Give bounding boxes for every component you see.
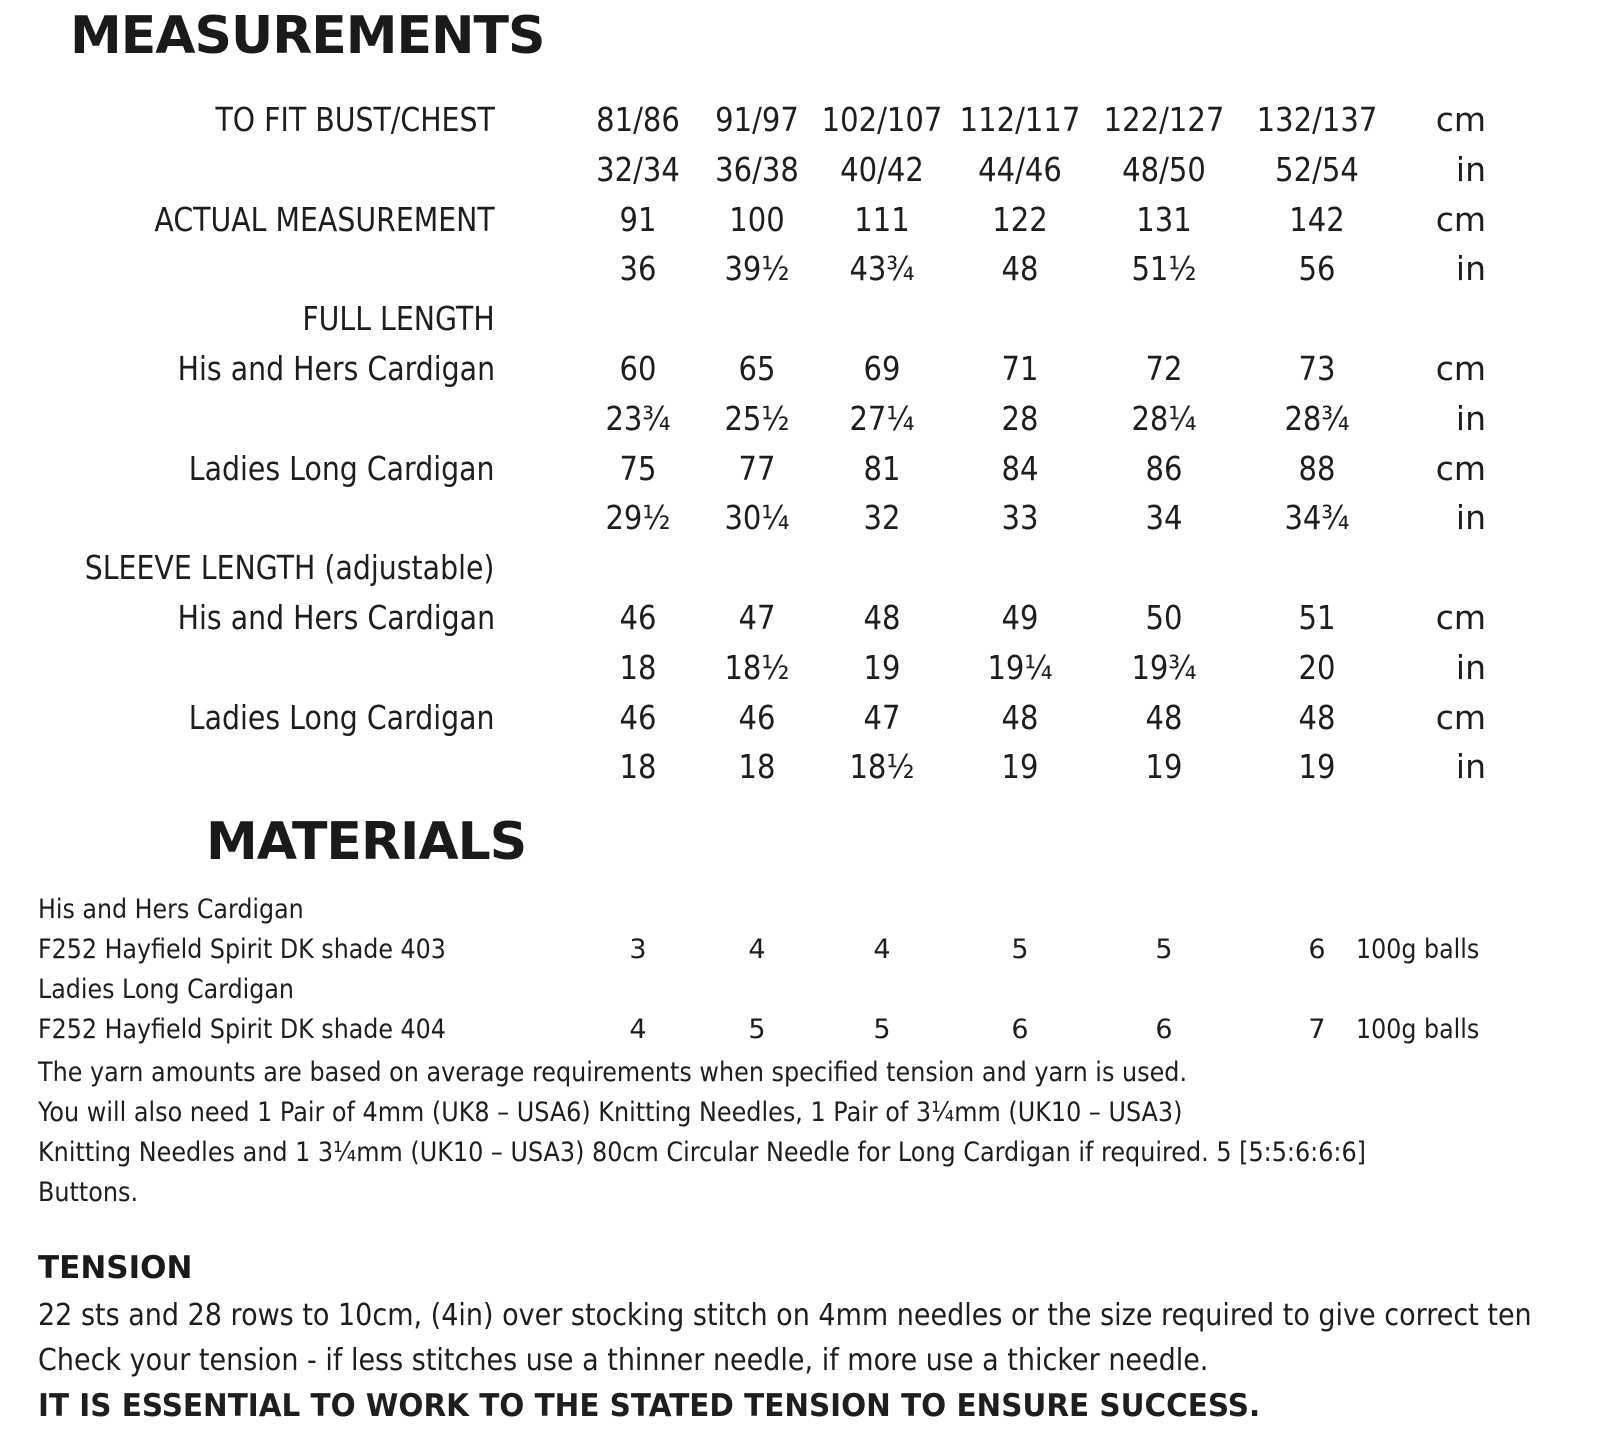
size-value: 36 [619,249,657,289]
measurement-row [0,349,1617,397]
measurement-row [0,548,1617,596]
size-value: 73 [1298,349,1336,388]
size-value: 18 [738,747,776,787]
size-value: 23¾ [605,398,671,438]
measurement-row [0,399,1617,447]
materials-note: You will also need 1 Pair of 4mm (UK8 – USA6) Knitting Needles, 1 Pair of 3¼mm (UK10 – USA3) [38,1097,1183,1128]
size-value: 48 [1298,697,1336,737]
size-value: 48 [1001,697,1039,737]
measurement-row [0,648,1617,696]
size-value: 47 [863,697,901,737]
size-value: 40/42 [840,149,924,189]
size-value: 34¾ [1284,498,1350,538]
size-value: 18½ [724,647,790,687]
row-label: FULL LENGTH [302,299,495,339]
measurement-row [0,200,1617,248]
size-value: 60 [619,349,657,388]
materials-label: F252 Hayfield Spirit DK shade 404 [38,1014,446,1045]
size-value: 36/38 [715,149,799,189]
measurement-row [0,698,1617,746]
size-value: 19 [1145,747,1183,787]
size-value: 18 [619,747,657,787]
size-value: 88 [1298,448,1336,488]
size-value: 48 [1001,249,1039,289]
size-value: 51 [1298,598,1336,637]
size-value: 81 [863,448,901,488]
size-value: 28¼ [1131,398,1197,438]
size-value: 132/137 [1256,100,1378,139]
materials-row [0,894,1617,934]
row-label: His and Hers Cardigan [177,598,495,637]
ball-count: 6 [1308,934,1326,965]
ball-unit: 100g balls [1356,934,1480,965]
materials-note: Knitting Needles and 1 3¼mm (UK10 – USA3) 80cm Circular Needle for Long Cardigan if required. 5 [5:5:6:6:6] [38,1137,1366,1168]
size-value: 48/50 [1122,149,1206,189]
ball-count: 7 [1308,1014,1326,1045]
size-value: 69 [863,349,901,388]
materials-label: Ladies Long Cardigan [38,974,294,1005]
tension-text: 22 sts and 28 rows to 10cm, (4in) over stocking stitch on 4mm needles or the size required to give correct ten [38,1298,1532,1333]
size-value: 39½ [724,249,790,289]
size-value: 102/107 [821,100,943,139]
row-label: His and Hers Cardigan [177,349,495,388]
size-value: 91/97 [715,100,799,139]
measurement-row [0,747,1617,795]
row-label: ACTUAL MEASUREMENT [154,199,495,239]
tension-heading: TENSION [38,1250,193,1286]
size-value: 34 [1145,498,1183,538]
ball-count: 4 [629,1014,647,1045]
size-value: 72 [1145,349,1183,388]
size-value: 25½ [724,398,790,438]
size-value: 33 [1001,498,1039,538]
size-value: 71 [1001,349,1039,388]
size-value: 100 [729,199,785,239]
size-value: 44/46 [978,149,1062,189]
row-label: Ladies Long Cardigan [189,697,495,737]
unit-label: cm [1435,349,1486,388]
unit-label: cm [1435,598,1486,637]
ball-count: 6 [1155,1014,1173,1045]
materials-heading: MATERIALS [206,812,527,872]
size-value: 28 [1001,398,1039,438]
measurement-row [0,299,1617,347]
size-value: 131 [1136,199,1192,239]
ball-count: 4 [748,934,766,965]
materials-row [0,934,1617,974]
size-value: 52/54 [1275,149,1359,189]
size-value: 122/127 [1103,100,1225,139]
size-value: 27¼ [849,398,915,438]
size-value: 20 [1298,647,1336,687]
size-value: 122 [992,199,1048,239]
size-value: 111 [854,199,910,239]
size-value: 28¾ [1284,398,1350,438]
ball-count: 5 [748,1014,766,1045]
unit-label: cm [1435,199,1486,239]
size-value: 19 [863,647,901,687]
size-value: 56 [1298,249,1336,289]
size-value: 49 [1001,598,1039,637]
ball-count: 5 [1155,934,1173,965]
measurement-row [0,449,1617,497]
unit-label: in [1455,498,1486,538]
size-value: 47 [738,598,776,637]
size-value: 19 [1298,747,1336,787]
row-label: Ladies Long Cardigan [189,448,495,488]
measurement-row [0,100,1617,148]
size-value: 84 [1001,448,1039,488]
size-value: 43¾ [849,249,915,289]
size-value: 91 [619,199,657,239]
size-value: 19¼ [987,647,1053,687]
unit-label: in [1455,398,1486,438]
size-value: 29½ [605,498,671,538]
materials-row [0,974,1617,1014]
ball-count: 5 [873,1014,891,1045]
unit-label: cm [1435,448,1486,488]
ball-count: 5 [1011,934,1029,965]
unit-label: in [1455,149,1486,189]
materials-label: F252 Hayfield Spirit DK shade 403 [38,934,446,965]
size-value: 48 [1145,697,1183,737]
size-value: 32 [863,498,901,538]
size-value: 18 [619,647,657,687]
materials-note: Buttons. [38,1177,139,1208]
ball-count: 4 [873,934,891,965]
tension-text: Check your tension - if less stitches use a thinner needle, if more use a thicker needle. [38,1343,1209,1378]
materials-note: The yarn amounts are based on average requirements when specified tension and yarn is used. [38,1057,1188,1088]
row-label: TO FIT BUST/CHEST [215,100,495,139]
size-value: 30¼ [724,498,790,538]
unit-label: in [1455,747,1486,787]
ball-count: 6 [1011,1014,1029,1045]
measurement-row [0,249,1617,297]
ball-unit: 100g balls [1356,1014,1480,1045]
size-value: 32/34 [596,149,680,189]
size-value: 46 [619,598,657,637]
size-value: 46 [619,697,657,737]
measurement-row [0,150,1617,198]
size-value: 50 [1145,598,1183,637]
materials-label: His and Hers Cardigan [38,894,304,925]
size-value: 75 [619,448,657,488]
row-label: SLEEVE LENGTH (adjustable) [85,548,495,588]
measurements-heading: MEASUREMENTS [70,6,545,66]
unit-label: cm [1435,697,1486,737]
materials-row [0,1014,1617,1054]
size-value: 142 [1289,199,1345,239]
ball-count: 3 [629,934,647,965]
size-value: 81/86 [596,100,680,139]
unit-label: in [1455,647,1486,687]
measurement-row [0,498,1617,546]
size-value: 19¾ [1131,647,1197,687]
size-value: 112/117 [959,100,1081,139]
tension-warning: IT IS ESSENTIAL TO WORK TO THE STATED TENSION TO ENSURE SUCCESS. [38,1388,1261,1424]
size-value: 19 [1001,747,1039,787]
size-value: 77 [738,448,776,488]
size-value: 51½ [1131,249,1197,289]
size-value: 18½ [849,747,915,787]
size-value: 46 [738,697,776,737]
unit-label: in [1455,249,1486,289]
unit-label: cm [1435,100,1486,139]
size-value: 48 [863,598,901,637]
measurement-row [0,598,1617,646]
size-value: 86 [1145,448,1183,488]
size-value: 65 [738,349,776,388]
